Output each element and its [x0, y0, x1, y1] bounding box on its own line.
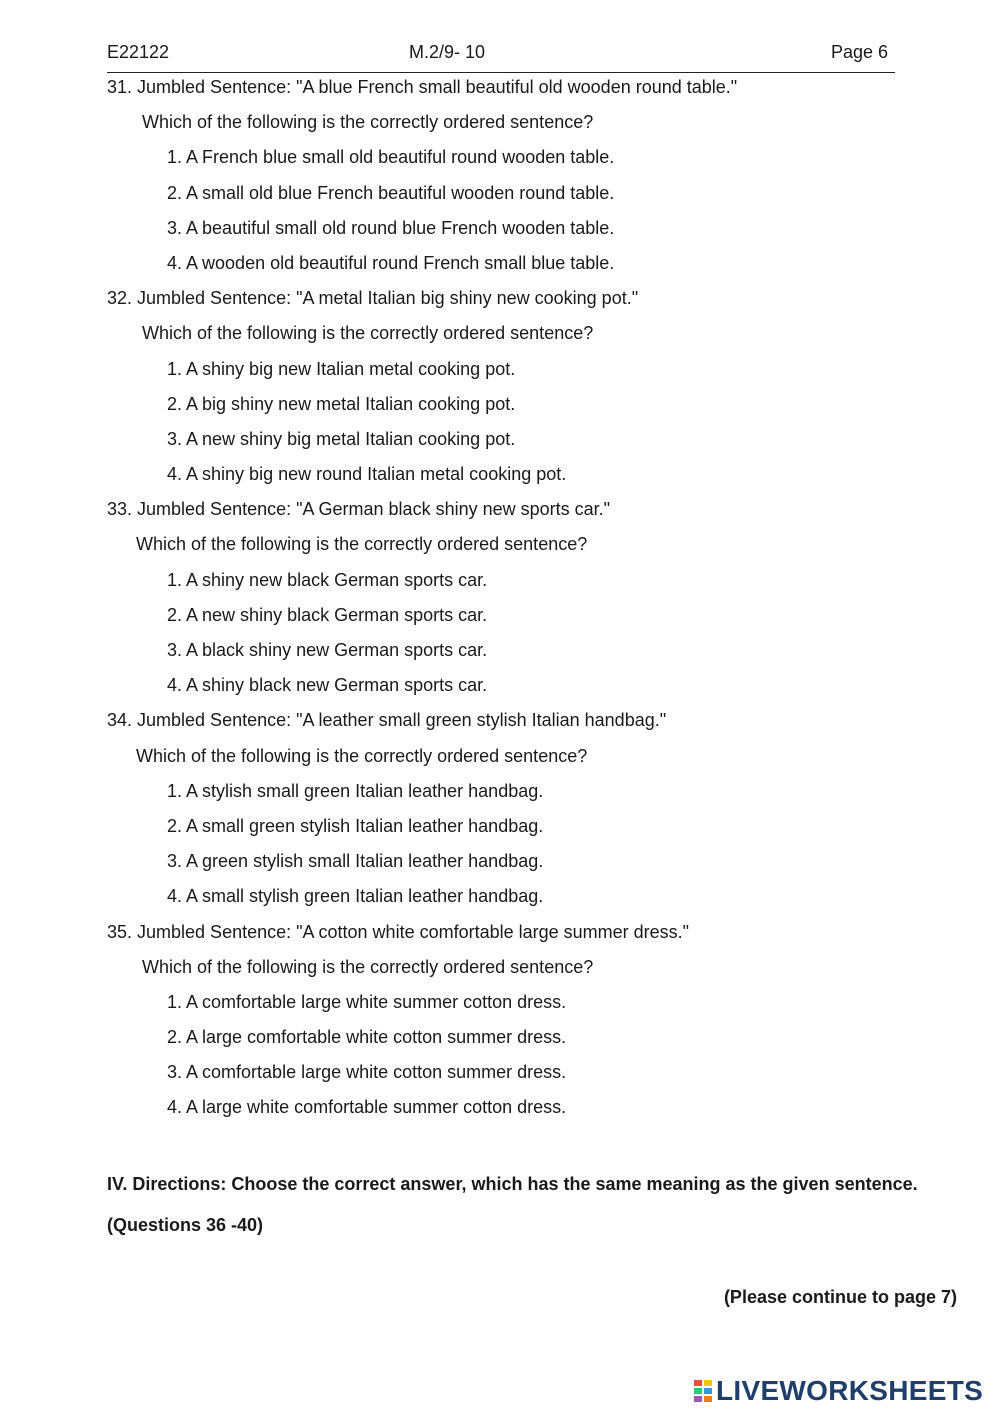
question-prompt: Which of the following is the correctly ordered sentence? — [142, 956, 594, 977]
answer-option[interactable]: 1. A stylish small green Italian leather handbag. — [167, 780, 544, 801]
answer-option[interactable]: 1. A shiny big new Italian metal cooking pot. — [167, 358, 516, 379]
answer-option[interactable]: 2. A new shiny black German sports car. — [167, 604, 488, 625]
question-stem: 32. Jumbled Sentence: "A metal Italian big shiny new cooking pot." — [107, 288, 639, 309]
question-32 — [107, 281, 967, 492]
answer-option[interactable]: 1. A comfortable large white summer cotton dress. — [167, 991, 567, 1012]
answer-option[interactable]: 4. A shiny big new round Italian metal cooking pot. — [167, 464, 567, 485]
question-prompt: Which of the following is the correctly ordered sentence? — [136, 534, 588, 555]
question-34 — [107, 703, 967, 914]
worksheet-code: E22122 — [107, 42, 170, 62]
answer-option[interactable]: 3. A comfortable large white cotton summer dress. — [167, 1062, 567, 1083]
directions-text: IV. Directions: Choose the correct answer, which has the same meaning as the given sentence. — [107, 1174, 918, 1194]
page-number: Page 6 — [830, 42, 888, 62]
answer-option[interactable]: 2. A small old blue French beautiful wooden round table. — [167, 182, 615, 203]
liveworksheets-logo — [694, 1376, 983, 1406]
answer-option[interactable]: 2. A small green stylish Italian leather handbag. — [167, 815, 544, 836]
answer-option[interactable]: 3. A new shiny big metal Italian cooking pot. — [167, 428, 516, 449]
question-prompt: Which of the following is the correctly ordered sentence? — [142, 323, 594, 344]
question-stem: 34. Jumbled Sentence: "A leather small green stylish Italian handbag." — [107, 710, 667, 731]
answer-option[interactable]: 1. A French blue small old beautiful round wooden table. — [167, 147, 615, 168]
answer-option[interactable]: 4. A shiny black new German sports car. — [167, 675, 488, 696]
answer-option[interactable]: 3. A green stylish small Italian leather handbag. — [167, 851, 544, 872]
answer-option[interactable]: 1. A shiny new black German sports car. — [167, 569, 488, 590]
question-list — [107, 70, 967, 1126]
answer-option[interactable]: 4. A large white comfortable summer cotton dress. — [167, 1097, 567, 1118]
question-prompt: Which of the following is the correctly ordered sentence? — [142, 112, 594, 133]
page-header — [107, 38, 895, 73]
answer-option[interactable]: 2. A big shiny new metal Italian cooking pot. — [167, 393, 516, 414]
directions-range: (Questions 36 -40) — [107, 1215, 264, 1235]
question-prompt: Which of the following is the correctly ordered sentence? — [136, 745, 588, 766]
question-35 — [107, 915, 967, 1126]
question-31 — [107, 70, 967, 281]
answer-option[interactable]: 4. A wooden old beautiful round French small blue table. — [167, 252, 615, 273]
continue-note: (Please continue to page 7) — [723, 1287, 957, 1307]
question-stem: 31. Jumbled Sentence: "A blue French small beautiful old wooden round table." — [107, 77, 738, 97]
question-33 — [107, 492, 967, 703]
question-stem: 33. Jumbled Sentence: "A German black shiny new sports car." — [107, 499, 611, 520]
answer-option[interactable]: 3. A black shiny new German sports car. — [167, 640, 488, 660]
logo-text: LIVEWORKSHEETS — [716, 1375, 984, 1406]
class-label: M.2/9- 10 — [409, 42, 486, 62]
blocks-logo-icon — [694, 1380, 712, 1402]
question-stem: 35. Jumbled Sentence: "A cotton white comfortable large summer dress." — [107, 921, 690, 942]
answer-option[interactable]: 4. A small stylish green Italian leather handbag. — [167, 886, 544, 907]
answer-option[interactable]: 2. A large comfortable white cotton summer dress. — [167, 1027, 567, 1048]
section-directions — [107, 1168, 967, 1250]
answer-option[interactable]: 3. A beautiful small old round blue French wooden table. — [167, 217, 615, 238]
